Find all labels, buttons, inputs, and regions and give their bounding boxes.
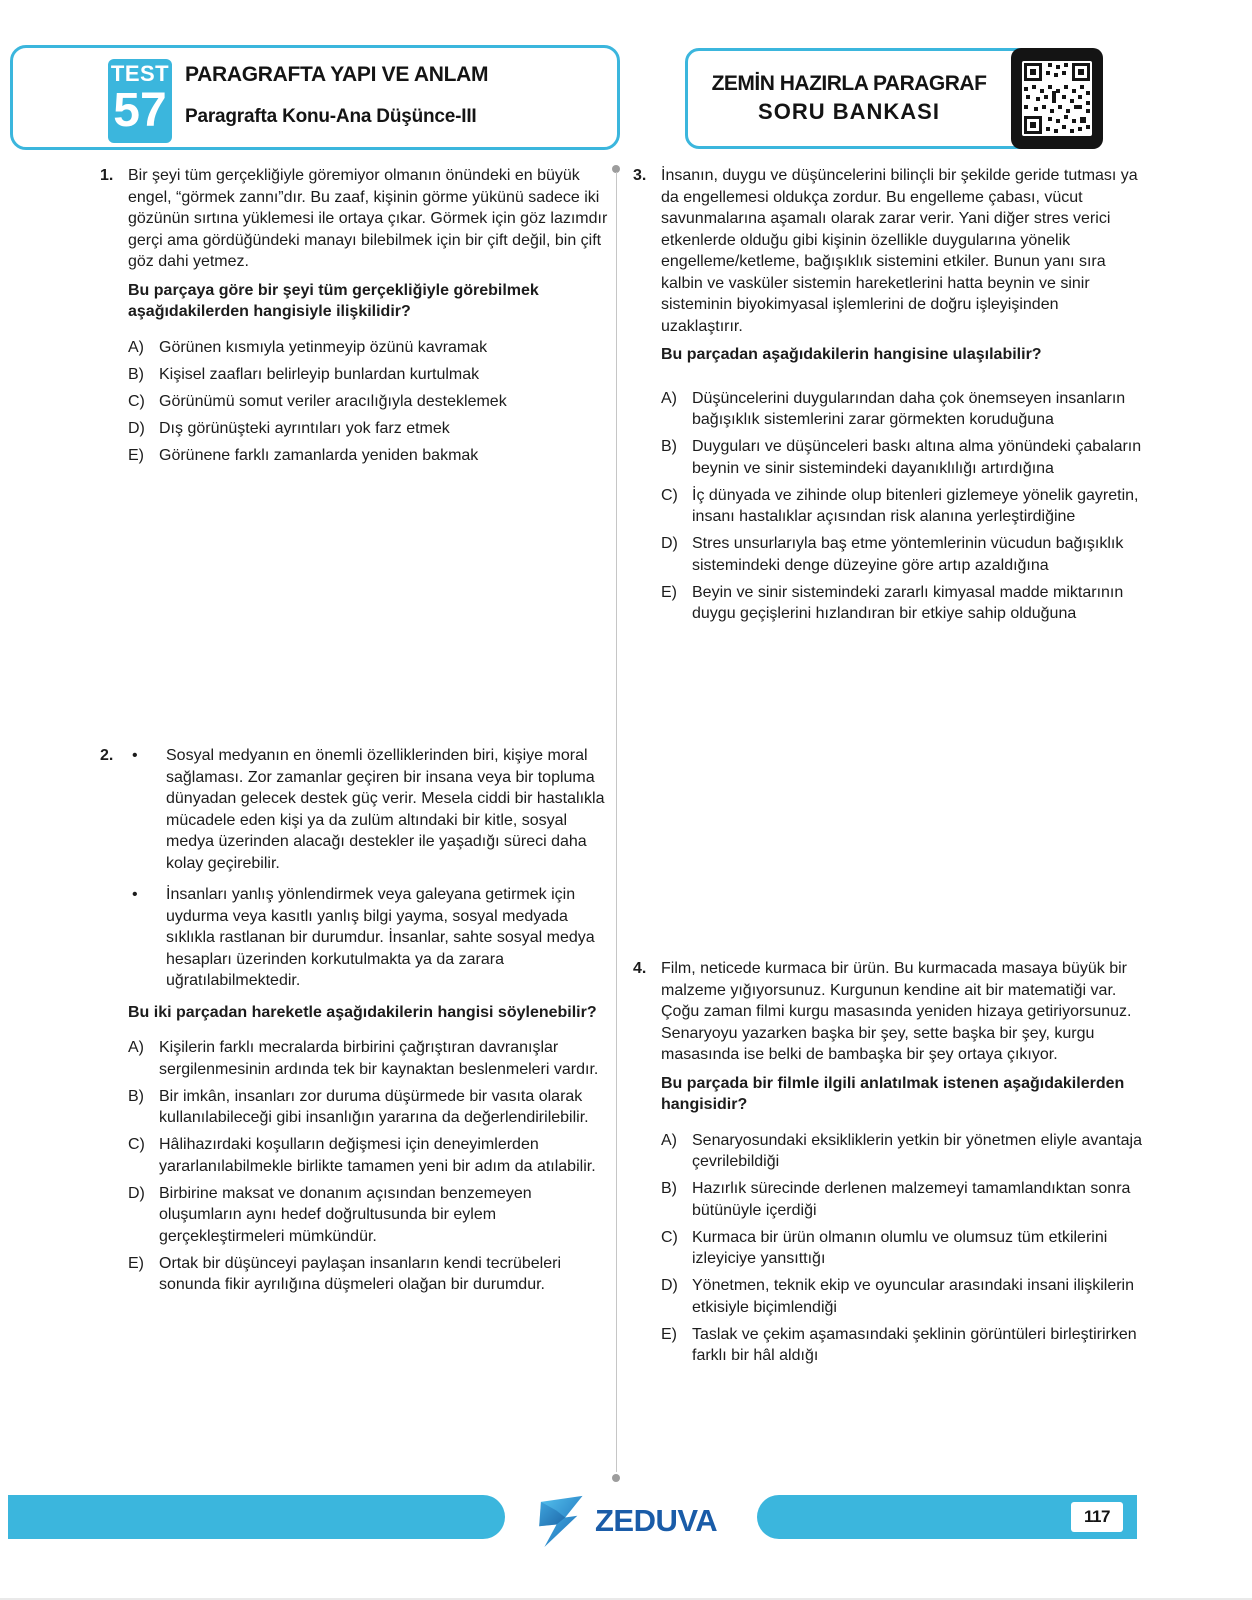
question-body: İnsanın, duygu ve düşüncelerini bilinçli bir şekilde geride tutması ya da engellemesi oldukça zordur. Bu engelleme çabası, vücut savunmalarına aşamalı olarak zarar verir. Yani diğer stres verici etkenlerde olduğu gibi kişinin özellikle duygularına yönelik engelleme/ketleme, bağışıklık sistemini etkiler. Bunun yanı sıra kalbin ve vasküler sistemin hareketlerini hatta beynin ve sinir sisteminin biyokimyasal işlemlerini de doğru işleyişinden uzaklaştırır. [661, 167, 1138, 335]
bullet-marker: • [132, 886, 138, 903]
zeduva-brand-text: ZEDUVA [595, 1503, 718, 1538]
option-text: Taslak ve çekim aşamasındaki şeklinin görüntüleri birleştirirken farklı bir hâl aldığı [692, 1325, 1137, 1364]
option-letter: B) [128, 1087, 144, 1105]
option-letter: C) [661, 486, 678, 504]
option-letter: E) [128, 1254, 144, 1272]
option-row [661, 1324, 1143, 1367]
bullet-text: Sosyal medyanın en önemli özelliklerinden biri, kişiye moral sağlaması. Zor zamanlar geçiren bir insana veya bir topluma dünyadan gelecek destek güç verir. Mesela ciddi bir hastalıkla mücadele eden kişi ya da zulüm altındaki bir kitle, sosyal medya üzerinden alacağı destekler ile yaşadığı süreci daha kolay geçirebilir. [166, 747, 605, 872]
option-row [128, 1037, 608, 1080]
option-text: Stres unsurlarıyla baş etme yöntemlerinin vücudun bağışıklık sistemindeki denge düzeyine göre artıp azaldığına [692, 535, 1124, 574]
option-row [128, 1086, 608, 1129]
bullet-item [128, 745, 608, 874]
column-divider [616, 172, 617, 1472]
option-row [661, 1227, 1143, 1270]
page-title: PARAGRAFTA YAPI VE ANLAM [185, 63, 489, 86]
option-row [128, 1134, 608, 1177]
question-body: Film, neticede kurmaca bir ürün. Bu kurmacada masaya büyük bir malzeme yığıyorsunuz. Kurgunun kendine ait bir matematiği var. Çoğu zaman filmi kurgu masasında yeniden hizaya getiriyorsunuz. Senaryoyu yazarken başka bir şey, sette başka bir şey, kurgu masasında ise belki de bambaşka bir şey ortaya çıkıyor. [661, 960, 1132, 1063]
option-text: Kişilerin farklı mecralarda birbirini çağrıştıran davranışlar sergilenmesinin ardında tek bir kaynaktan beslenmeleri vardır. [159, 1039, 599, 1078]
option-text: Görünen kısmıyla yetinmeyip özünü kavramak [159, 338, 488, 356]
option-letter: B) [661, 438, 677, 455]
option-row [661, 436, 1143, 479]
option-text: Kişisel zaafları belirleyip bunlardan kurtulmak [159, 365, 480, 383]
question-body: Bir şeyi tüm gerçekliğiyle göremiyor olmanın önündeki en büyük engel, “görmek zannı”dır. Bu zaaf, kişinin görme yükünü sadece iki gözünün sırtına yüklemesi ile ortaya çıkar. Görmek için göz lazımdır gerçi ama gördüğündeki manayı bilebilmek için bir çift değil, bin çift göz dahi yetmez. [128, 167, 608, 270]
option-letter: D) [128, 419, 145, 437]
option-row [661, 485, 1143, 528]
bullet-list [128, 745, 608, 992]
option-row [128, 337, 608, 359]
option-text: Hâlihazırdaki koşulların değişmesi için deneyimlerden yararlanılabilmekle birlikte tamamen yeni bir adım da atılabilir. [159, 1136, 596, 1175]
question-number: 1. [100, 167, 114, 184]
option-letter: B) [661, 1180, 677, 1197]
option-letter: A) [128, 338, 144, 356]
option-row [128, 391, 608, 413]
question-prompt: Bu parçaya göre bir şeyi tüm gerçekliğiyle görebilmek aşağıdakilerden hangisiyle ilişkilidir? [128, 281, 539, 320]
option-letter: D) [661, 1277, 678, 1294]
book-brand [688, 51, 1010, 146]
option-text: Hazırlık sürecinde derlenen malzemeyi tamamlandıktan sonra bütünüyle içerdiği [692, 1180, 1131, 1219]
bullet-text: İnsanları yanlış yönlendirmek veya galeyana getirmek için uydurma veya kasıtlı yanlış bilgi yayma, sosyal medyada sıklıkla rastlanan bir durumdur. İnsanlar, sahte sosyal medya hesapları üzerinden korkutulmakta ya da zarara uğratılabilmektedir. [166, 886, 595, 989]
question-number: 4. [633, 960, 647, 977]
option-row [128, 445, 608, 467]
footer-bar-left [8, 1495, 505, 1539]
option-letter: E) [661, 1325, 677, 1343]
header-right-box [685, 48, 1103, 149]
option-letter: D) [661, 535, 678, 552]
option-text: Birbirine maksat ve donanım açısından benzemeyen oluşumların aynı hedef doğrultusunda bir eylem gerçekleştirmeleri mümkündür. [159, 1184, 532, 1245]
option-row [661, 1275, 1143, 1318]
book-brand-line2: SORU BANKASI [758, 99, 940, 124]
zeduva-logo-icon [534, 1493, 586, 1549]
option-letter: E) [128, 446, 144, 464]
option-text: İç dünyada ve zihinde olup bitenleri gizlemeye yönelik gayretin, insanı hastalıklar açısından risk alanına yerleştirdiğine [692, 486, 1139, 525]
qr-pattern-icon [1022, 61, 1092, 136]
option-row [661, 582, 1143, 625]
option-letter: D) [128, 1184, 145, 1202]
option-letter: A) [661, 389, 677, 407]
option-letter: B) [128, 365, 144, 383]
divider-dot-bottom [612, 1474, 620, 1482]
option-text: Dış görünüşteki ayrıntıları yok farz etmek [159, 419, 450, 437]
option-text: Görünene farklı zamanlarda yeniden bakmak [159, 446, 479, 464]
page-number-badge: 117 [1071, 1502, 1123, 1532]
option-row [661, 1130, 1143, 1173]
test-number: 57 [113, 84, 167, 137]
options-list [128, 1037, 608, 1296]
option-row [128, 1183, 608, 1248]
option-text: Beyin ve sinir sistemindeki zararlı kimyasal madde miktarının duygu geçişlerini hızlandıran bir etkiye sahip olduğuna [692, 583, 1124, 622]
question-1 [100, 165, 608, 472]
question-number: 3. [633, 167, 647, 184]
qr-code [1011, 48, 1103, 149]
option-letter: C) [128, 1136, 145, 1153]
option-row [661, 533, 1143, 576]
question-number: 2. [100, 747, 114, 764]
option-row [661, 1178, 1143, 1221]
question-prompt: Bu parçada bir filmle ilgili anlatılmak istenen aşağıdakilerden hangisidir? [661, 1074, 1125, 1113]
bullet-marker: • [132, 747, 138, 764]
question-4 [633, 958, 1143, 1372]
option-letter: E) [661, 583, 677, 601]
option-letter: A) [128, 1039, 144, 1056]
options-list [661, 388, 1143, 625]
bullet-item [128, 884, 608, 992]
option-row [128, 418, 608, 440]
option-text: Kurmaca bir ürün olmanın olumlu ve olumsuz tüm etkilerini izleyiciye yansıttığı [692, 1228, 1108, 1267]
question-3 [633, 165, 1143, 630]
option-text: Düşüncelerini duygularından daha çok önemseyen insanların bağışıklık sistemlerini zarar görmekten koruduğuna [692, 389, 1126, 428]
test-badge [108, 59, 172, 143]
option-letter: A) [661, 1131, 677, 1149]
zeduva-logo [534, 1493, 717, 1549]
option-letter: C) [128, 392, 145, 410]
option-row [661, 388, 1143, 431]
option-letter: C) [661, 1228, 678, 1246]
question-prompt: Bu iki parçadan hareketle aşağıdakilerin hangisi söylenebilir? [128, 1003, 597, 1021]
option-text: Yönetmen, teknik ekip ve oyuncular arasındaki insani ilişkilerin etkisiyle biçimlendiği [692, 1277, 1134, 1316]
options-list [661, 1130, 1143, 1367]
option-row [128, 364, 608, 386]
option-text: Görünümü somut veriler aracılığıyla desteklemek [159, 392, 507, 410]
test-label: TEST [110, 61, 170, 86]
question-prompt: Bu parçadan aşağıdakilerin hangisine ulaşılabilir? [661, 346, 1042, 363]
header-left-box [10, 45, 620, 150]
option-text: Senaryosundaki eksikliklerin yetkin bir yönetmen eliyle avantaja çevrilebildiği [692, 1131, 1143, 1170]
footer-bar-right [757, 1495, 1137, 1539]
option-row [128, 1253, 608, 1296]
option-text: Duyguları ve düşünceleri baskı altına alma yönündeki çabaların beynin ve sinir sistemindeki dayanıklılığı artırdığına [692, 438, 1142, 477]
question-2 [100, 745, 608, 1301]
option-text: Ortak bir düşünceyi paylaşan insanların kendi tecrübeleri sonunda fikir ayrılığına düşmeleri olağan bir durumdur. [159, 1254, 561, 1293]
book-brand-line1: ZEMİN HAZIRLA PARAGRAF [711, 72, 987, 95]
option-text: Bir imkân, insanları zor duruma düşürmede bir vasıta olarak kullanılabileceği gibi insanlığın yararına da değerlendirilebilir. [159, 1087, 589, 1126]
options-list [128, 337, 608, 467]
page-subtitle: Paragrafta Konu-Ana Düşünce-III [185, 106, 477, 127]
